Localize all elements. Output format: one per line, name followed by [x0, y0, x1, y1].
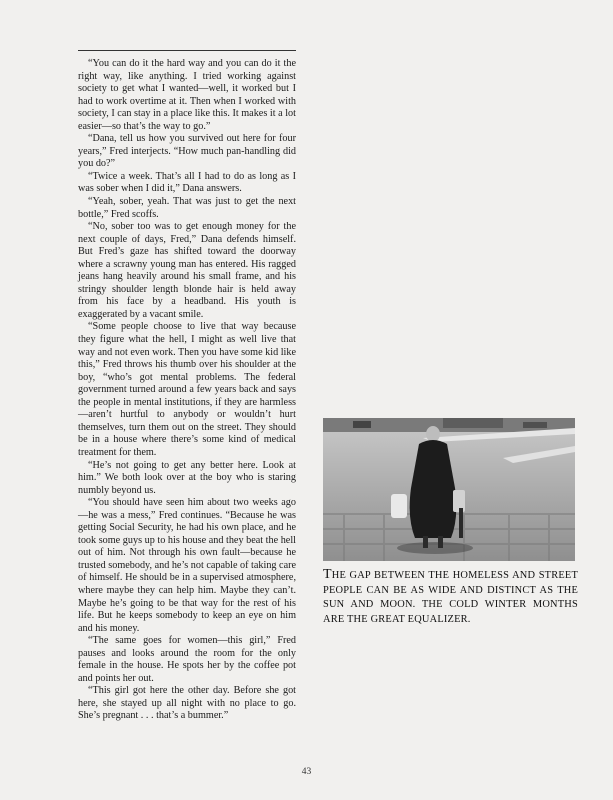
page-number: 43 — [301, 767, 312, 777]
paragraph: “You can do it the hard way and you can do it the right way, like anything. I tried working against society to get what I wanted—well, it worked but I had to work overtime at it. Then when I worked with society, I can stay in a place like this. It makes it a lot easier—so that’s the way to go.” — [78, 58, 296, 132]
elderly-woman-walking-street-photo — [323, 418, 575, 561]
caption-first-letter: T — [323, 567, 332, 582]
paragraph: “Some people choose to live that way because they figure what the hell, I might as well live that way and not even work. Then you have some kid like this,” Fred throws his thumb over his shoulder at the boy, “who’s got mental problems. The federal government turned around a few years back and says the people in mental institutions, if they are harmless—aren’t hurtful to anybody or wouldn’t hurt themselves, turn them out on the street. They should be in a house where there’s some kind of medical treatment for them. — [78, 321, 296, 458]
article-column — [78, 58, 296, 723]
photo-caption — [323, 568, 578, 627]
paragraph: “The same goes for women—this girl,” Fred pauses and looks around the room for the only female in the house. He spots her by the coffee pot and points her out. — [78, 635, 296, 684]
paragraph: “This girl got here the other day. Before she got here, she stayed up all night with no place to go. She’s pregnant . . . that’s a bummer.” — [78, 685, 296, 722]
paragraph: “He’s not going to get any better here. Look at him.” We both look over at the boy who is staring numbly beyond us. — [78, 459, 296, 496]
top-rule — [78, 50, 296, 51]
paragraph: “Yeah, sober, yeah. That was just to get the next bottle,” Fred scoffs. — [78, 196, 296, 220]
paragraph: “You should have seen him about two weeks ago—he was a mess,” Fred continues. “Because he was getting Social Security, he had his own place, and he took some guys up to his house and they beat the hell out of him. Not through his own fault—because he trusted somebody, and he’s not capable of taking care of himself. He should be in a supervised atmosphere, where maybe they can help him. Maybe they can’t. Maybe he’s going to be that way for the rest of his life. But he keeps somebody to keep an eye on him and his money. — [78, 497, 297, 634]
paragraph: “Dana, tell us how you survived out here for four years,” Fred interjects. “How much pan-handling did you do?” — [78, 133, 296, 170]
caption-text: HE GAP BETWEEN THE HOMELESS AND STREET PEOPLE CAN BE AS WIDE AND DISTINCT AS THE SUN AND MOON. THE COLD WINTER MONTHS ARE THE GREAT EQUALIZER. — [323, 570, 578, 625]
paragraph: “No, sober too was to get enough money for the next couple of days, Fred,” Dana defends himself. But Fred’s gaze has shifted toward the doorway where a scrawny young man has entered. His ragged jeans hang heavily around his small frame, and his stringy shoulder length blonde hair is held away from his face by a headband. His youth is exaggerated by a vacant smile. — [78, 221, 296, 320]
paragraph: “Twice a week. That’s all I had to do as long as I was sober when I did it,” Dana answers. — [78, 170, 296, 195]
